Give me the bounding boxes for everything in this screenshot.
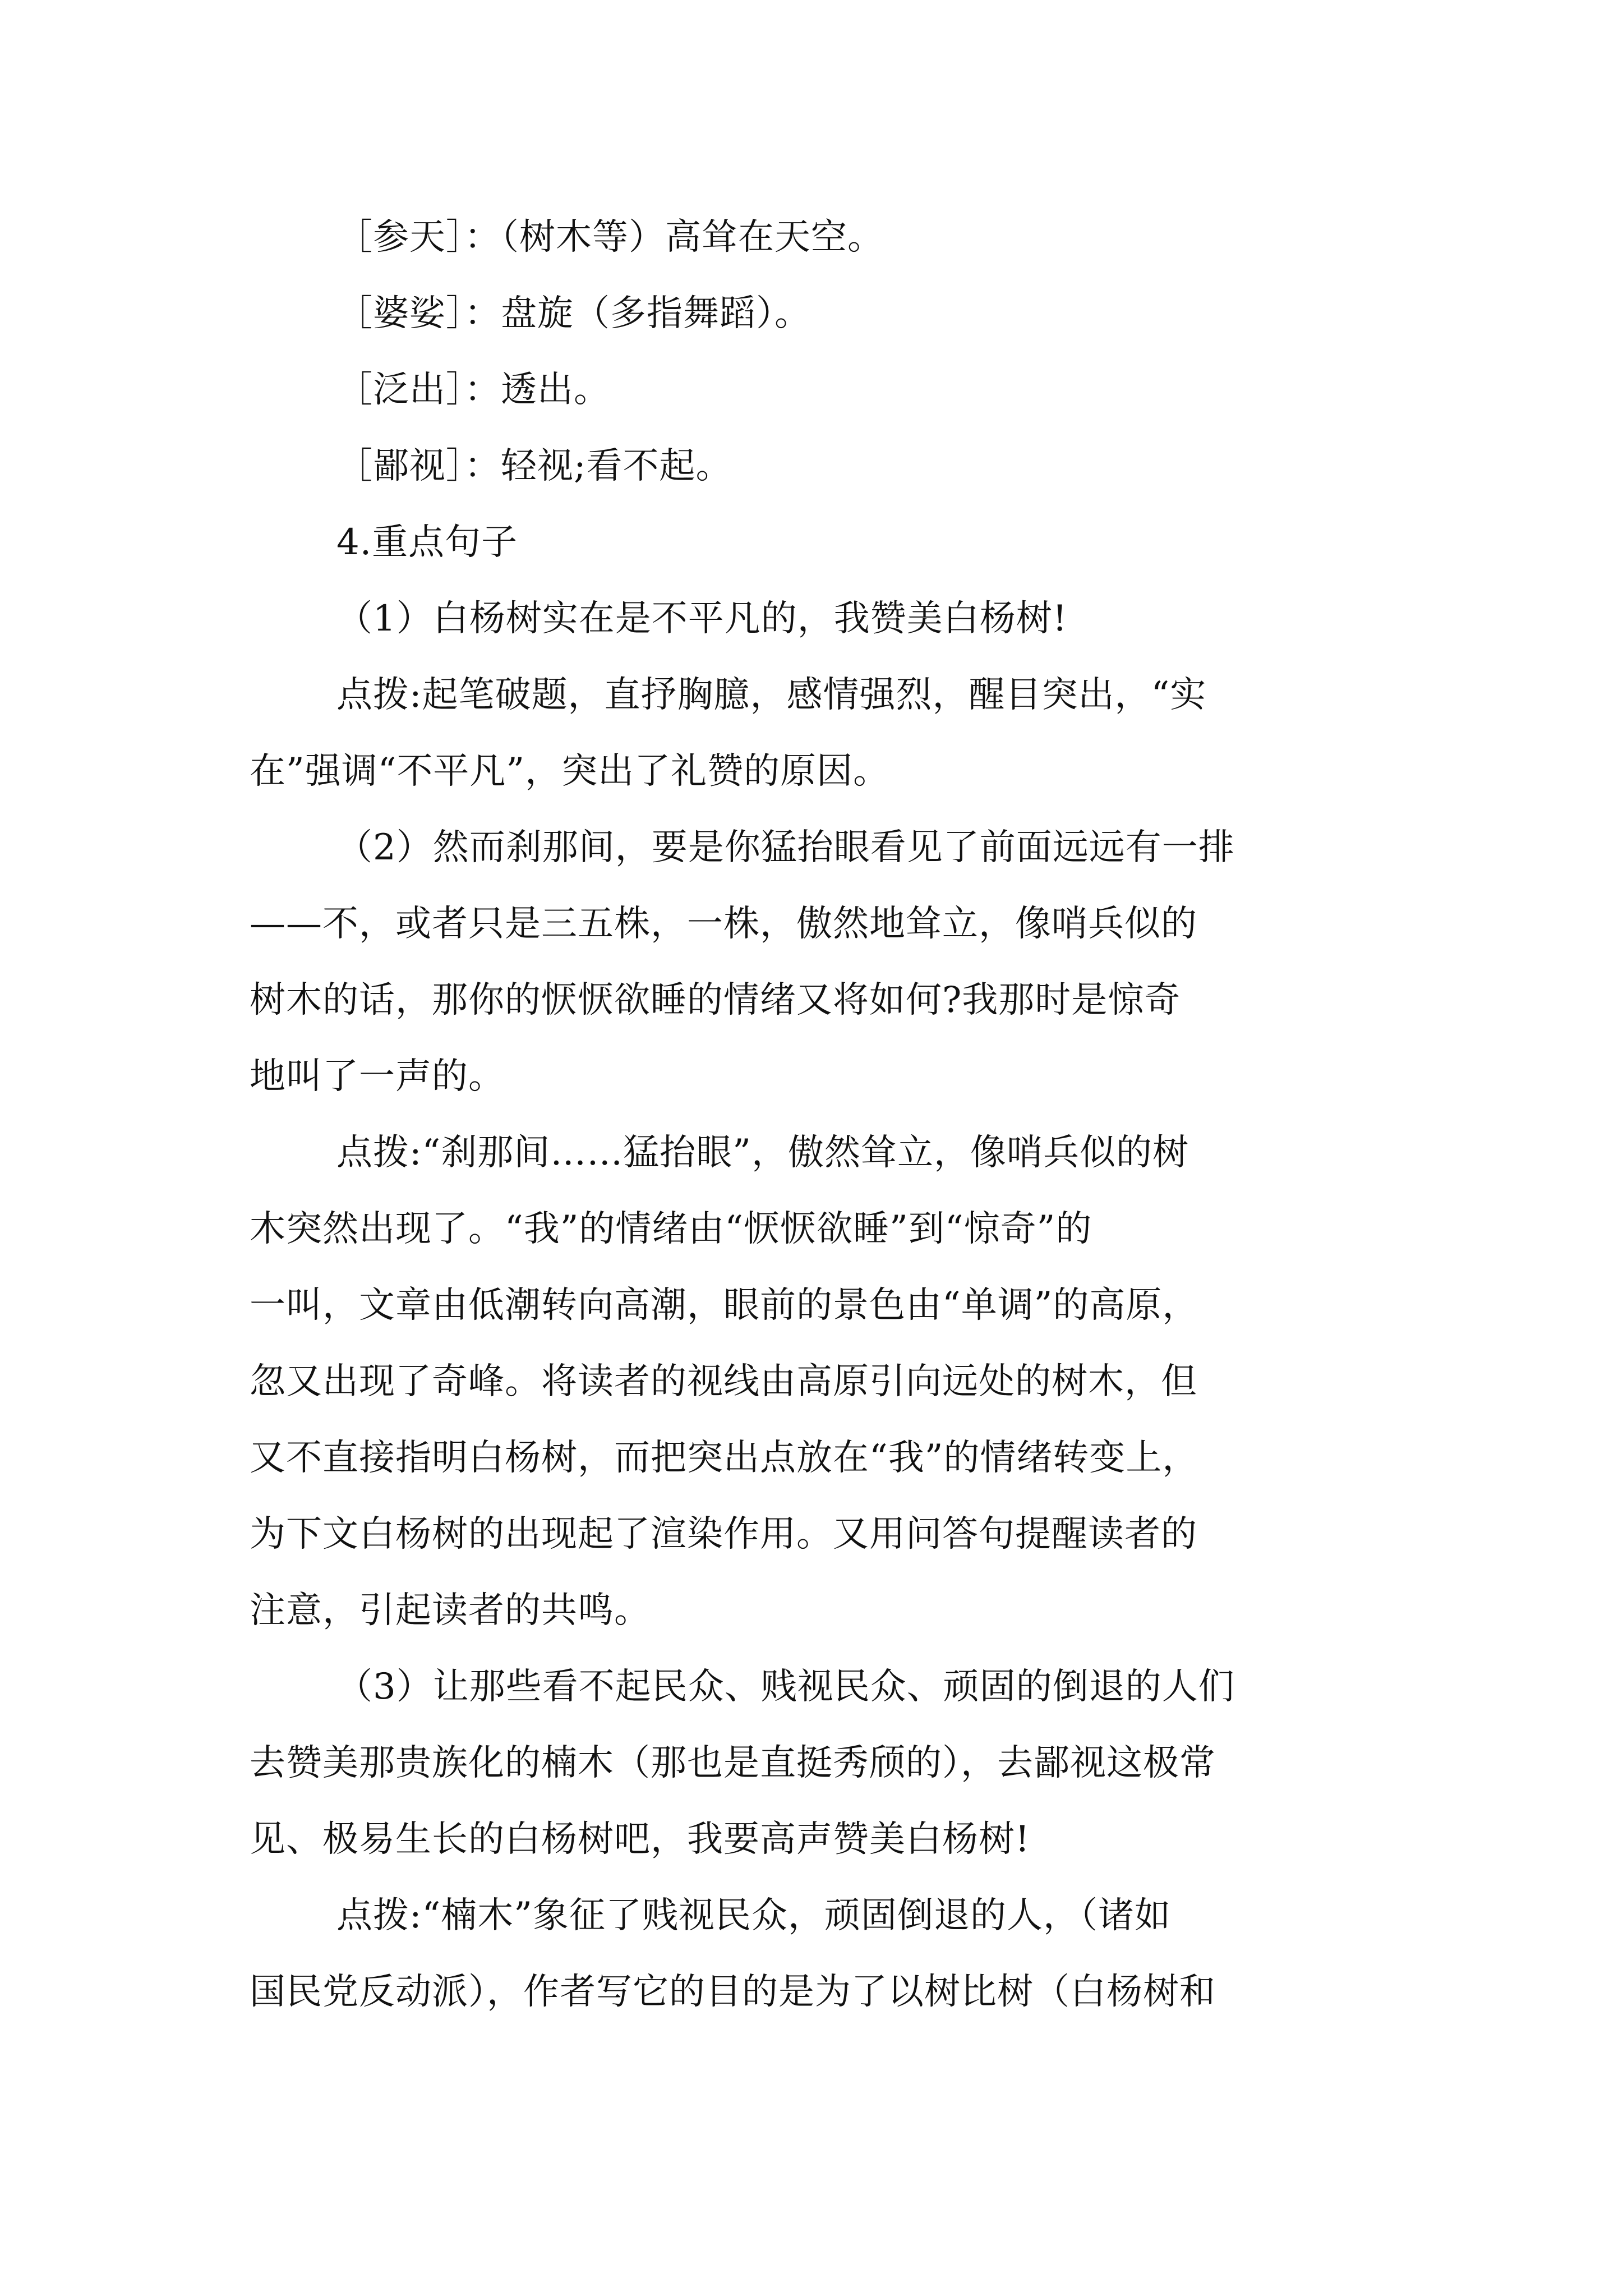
- glossary-entry-posuo: ［婆娑］：盘旋（多指舞蹈）。: [336, 293, 811, 334]
- commentary-2-line: 一叫，文章由低潮转向高潮，眼前的景色由“单调”的高原，: [250, 1285, 1199, 1326]
- key-sentence-3-line: （3）让那些看不起民众、贱视民众、顽固的倒退的人们: [336, 1666, 1235, 1708]
- key-sentence-2-line: （2）然而刹那间，要是你猛抬眼看见了前面远远有一排: [336, 827, 1235, 868]
- commentary-3-line: 国民党反动派），作者写它的目的是为了以树比树（白杨树和: [250, 1971, 1216, 2013]
- commentary-2-line: 忽又出现了奇峰。将读者的视线由高原引向远处的树木，但: [250, 1361, 1197, 1402]
- section-heading: 4.重点句子: [336, 522, 518, 563]
- commentary-1-line: 在”强调“不平凡”，突出了礼赞的原因。: [250, 751, 890, 792]
- key-sentence-2-line: ——不，或者只是三五株，一株，傲然地耸立，像哨兵似的: [250, 903, 1197, 945]
- commentary-2-line: 注意，引起读者的共鸣。: [250, 1590, 651, 1631]
- key-sentence-2-line: 树木的话，那你的恹恹欲睡的情绪又将如何?我那时是惊奇: [250, 979, 1181, 1021]
- commentary-1-line: 点拨:起笔破题，直抒胸臆，感情强烈，醒目突出，“实: [336, 674, 1207, 716]
- commentary-2-line: 又不直接指明白杨树，而把突出点放在“我”的情绪转变上，: [250, 1437, 1199, 1479]
- document-body: [250, 199, 1380, 2030]
- key-sentence-3-line: 去赞美那贵族化的楠木（那也是直挺秀颀的），去鄙视这极常: [250, 1742, 1216, 1784]
- commentary-2-line: 点拨:“刹那间……猛抬眼”，傲然耸立，像哨兵似的树: [336, 1132, 1189, 1174]
- key-sentence-3-line: 见、极易生长的白杨树吧，我要高声赞美白杨树!: [250, 1819, 1030, 1860]
- commentary-2-line: 为下文白杨树的出现起了渲染作用。又用问答句提醒读者的: [250, 1513, 1197, 1555]
- commentary-2-line: 木突然出现了。“我”的情绪由“恹恹欲睡”到“惊奇”的: [250, 1208, 1092, 1250]
- key-sentence-2-line: 地叫了一声的。: [250, 1056, 505, 1097]
- commentary-3-line: 点拨:“楠木”象征了贱视民众，顽固倒退的人，（诸如: [336, 1895, 1171, 1936]
- key-sentence-1: （1）白杨树实在是不平凡的，我赞美白杨树!: [336, 598, 1068, 639]
- glossary-entry-fanchu: ［泛出］：透出。: [336, 369, 610, 411]
- glossary-entry-bishi: ［鄙视］：轻视;看不起。: [336, 445, 732, 487]
- glossary-entry-cantian: ［参天］：（树木等）高耸在天空。: [336, 217, 884, 258]
